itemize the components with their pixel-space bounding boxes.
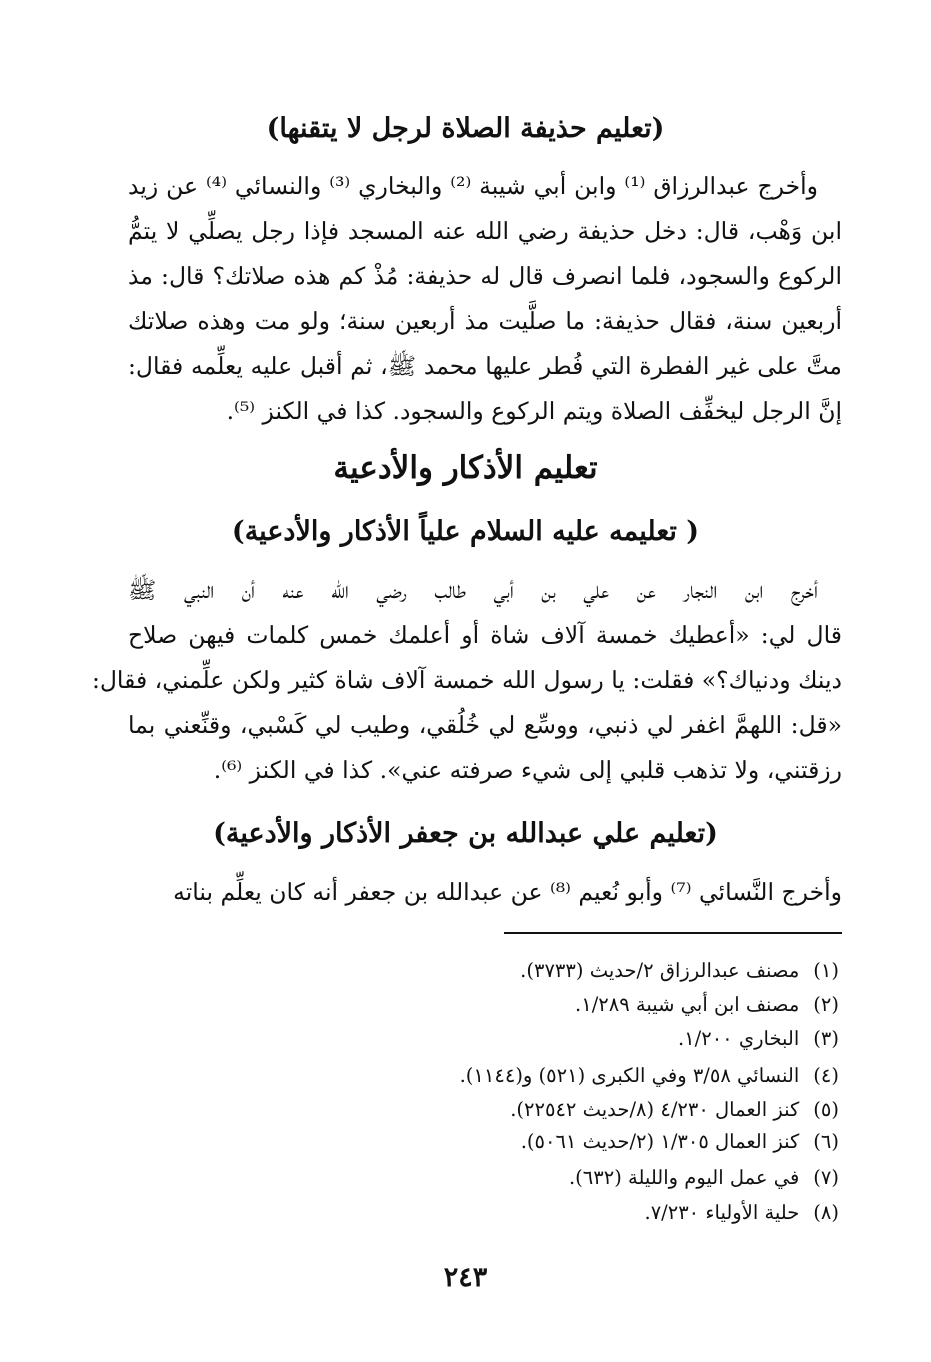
footnote [569,1164,839,1192]
footnote-text: مصنف ابن أبي شيبة ١/٢٨٩. [575,993,800,1016]
paragraph-line: متَّ على غير الفطرة التي فُطر عليها محمد ﷺ، ثم أقبل عليه يعلِّمه فقال: [128,352,842,380]
footnote [678,1025,839,1053]
footnote-text: البخاري ١/٢٠٠. [677,1027,800,1050]
footnote [520,957,839,985]
footnote-number: (٢) [813,993,839,1016]
section-heading-hudhayfa: (تعليم حذيفة الصلاة لرجل لا يتقنها) [266,113,665,144]
footnote-number: (٦) [813,1130,839,1153]
paragraph-line: الركوع والسجود، فلما انصرف قال له حذيفة: مُذْ كم هذه صلاتك؟ قال: مذ [128,262,842,290]
footnote [510,1096,839,1124]
footnote-divider [504,932,842,934]
paragraph-line: أخرج ابن النجار عن علي بن أبي طالب رضي الله عنه أن النبي ﷺ [128,576,818,604]
footnote-number: (١) [813,959,839,982]
paragraph-line: إنَّ الرجل ليخفِّف الصلاة ويتم الركوع والسجود. كذا في الكنز ⁽⁵⁾. [226,397,842,425]
footnote-text: كنز العمال ١/٣٠٥ (٢/حديث ٥٠٦١). [520,1130,800,1153]
footnote-number: (٧) [813,1166,839,1189]
footnote [644,1199,839,1227]
paragraph-line: ابن وَهْب، قال: دخل حذيفة رضي الله عنه المسجد فإذا رجل يصلِّي لا يتمُّ [128,217,842,245]
paragraph-line: وأخرج النَّسائي ⁽⁷⁾ وأبو نُعيم ⁽⁸⁾ عن عبدالله بن جعفر أنه كان يعلِّم بناته [173,878,842,906]
section-heading-ali: ( تعليمه عليه السلام علياً الأذكار والأدعية) [231,516,700,547]
footnote [521,1128,839,1156]
footnote-number: (٥) [813,1098,839,1121]
footnote-number: (٤) [813,1064,839,1087]
page-number: ٢٤٣ [443,1262,488,1293]
footnote-text: النسائي ٣/٥٨ وفي الكبرى (٥٢١) و(١١٤٤). [459,1064,800,1087]
paragraph-line: رزقتني، ولا تذهب قلبي إلى شيء صرفته عني». كذا في الكنز ⁽⁶⁾. [213,756,842,784]
paragraph-line: وأخرج عبدالرزاق ⁽¹⁾ وابن أبي شيبة ⁽²⁾ والبخاري ⁽³⁾ والنسائي ⁽⁴⁾ عن زيد [128,172,819,200]
footnote [460,1062,839,1090]
footnote-text: مصنف عبدالرزاق ٢/حديث (٣٧٣٣). [520,959,800,982]
footnote-text: في عمل اليوم والليلة (٦٣٢). [568,1166,800,1189]
section-heading-abdullah: (تعليم علي عبدالله بن جعفر الأذكار والأدعية) [213,818,718,849]
footnote-number: (٣) [813,1027,839,1050]
chapter-heading: تعليم الأذكار والأدعية [333,450,598,486]
paragraph-line: «قل: اللهمَّ اغفر لي ذنبي، ووسِّع لي خُلُقي، وطيب لي كَسْبي، وقنِّعني بما [128,711,842,739]
footnote-text: حلية الأولياء ٧/٢٣٠. [644,1201,800,1224]
paragraph-line: دينك ودنياك؟» فقلت: يا رسول الله خمسة آلاف شاة كثير ولكن علِّمني، فقال: [91,666,842,694]
footnote-number: (٨) [813,1201,839,1224]
footnote-text: كنز العمال ٤/٢٣٠ (٨/حديث ٢٢٥٤٢). [510,1098,800,1121]
paragraph-line: قال لي: «أعطيك خمسة آلاف شاة أو أعلمك خمس كلمات فيهن صلاح [128,621,842,649]
footnote [575,991,839,1019]
paragraph-line: أربعين سنة، فقال حذيفة: ما صلَّيت مذ أربعين سنة؛ ولو مت وهذه صلاتك [128,307,842,335]
